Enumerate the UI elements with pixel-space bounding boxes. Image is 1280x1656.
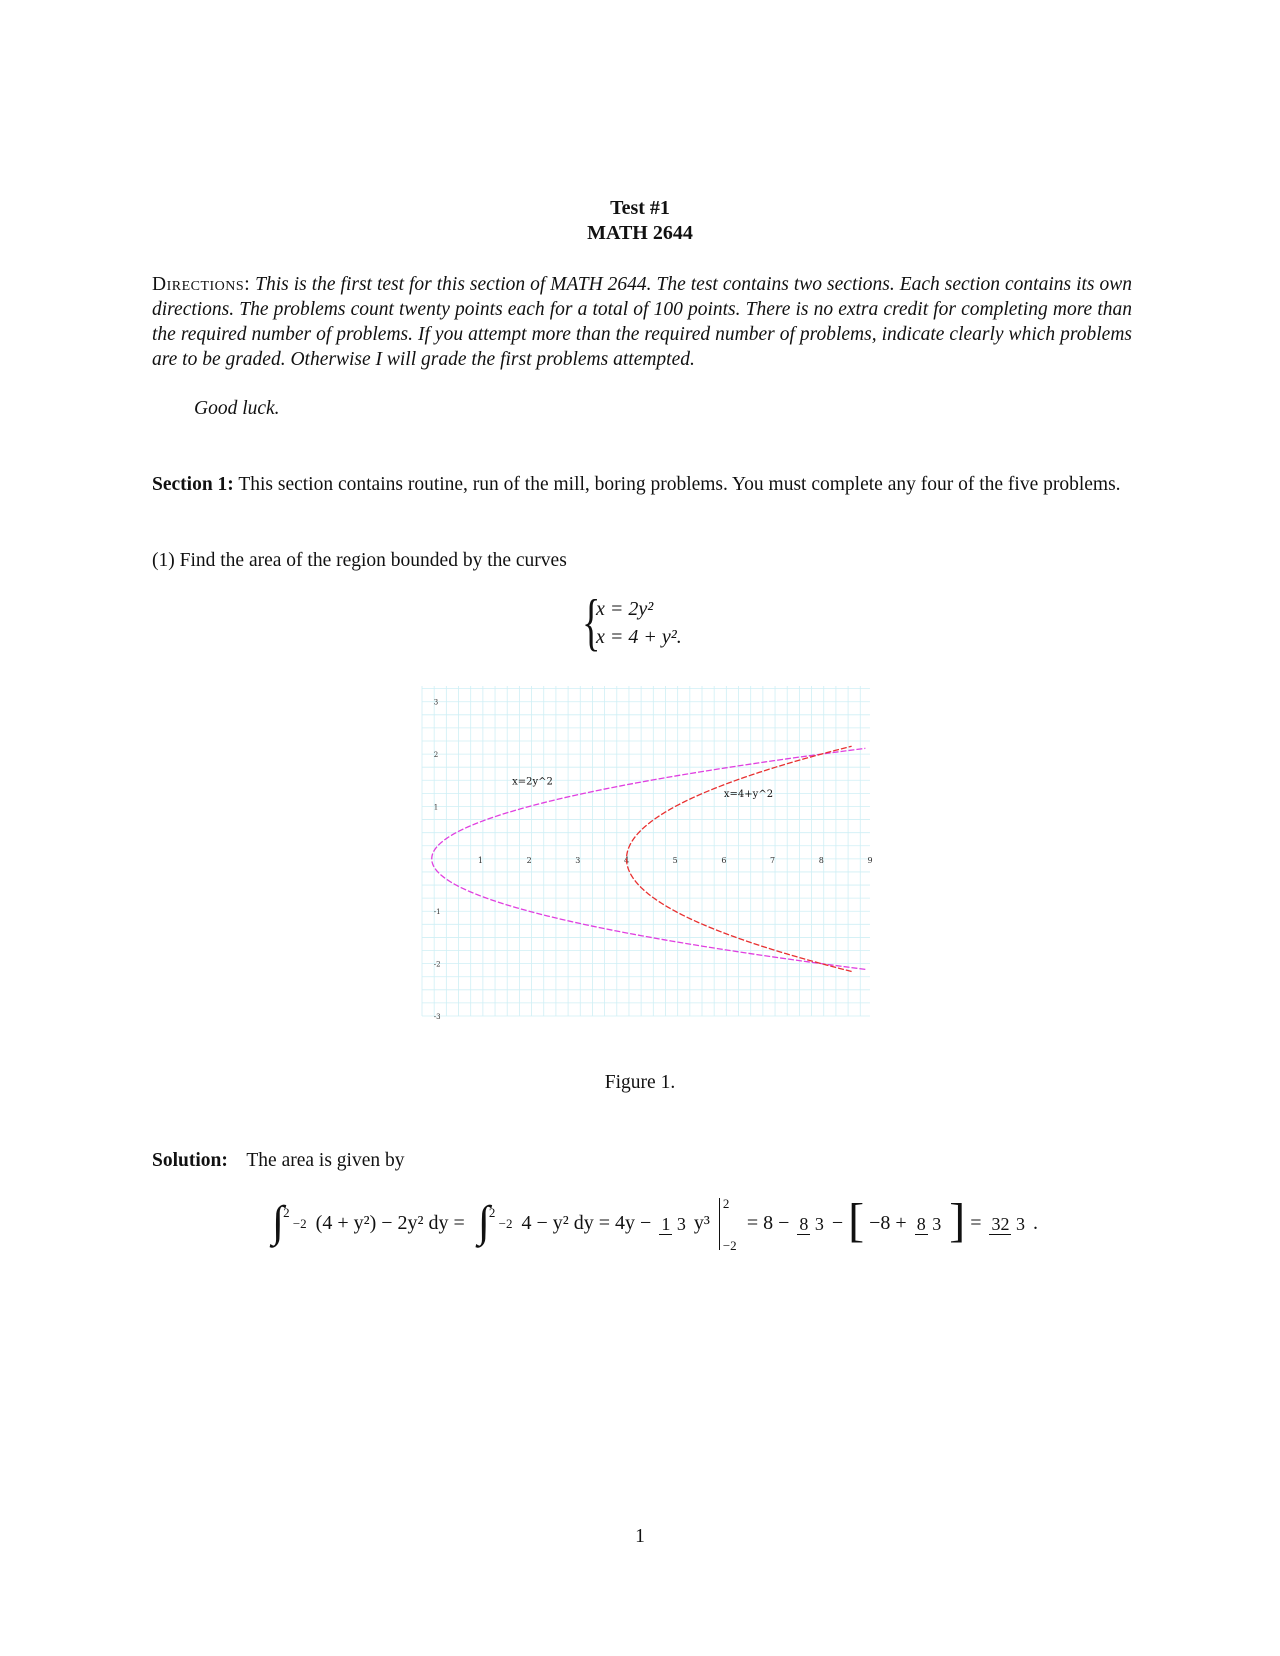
frac-num: 32 bbox=[991, 1213, 1010, 1234]
y-tick-label: -1 bbox=[433, 908, 441, 917]
frac-num: 8 bbox=[916, 1213, 926, 1234]
equation-1: x = 2y² bbox=[596, 598, 654, 620]
evaluation-bar bbox=[719, 1195, 737, 1253]
fraction-eight-thirds-1 bbox=[797, 1212, 824, 1234]
directions-paragraph bbox=[152, 272, 1132, 372]
frac-num: 8 bbox=[799, 1213, 809, 1234]
curve-label-2: x=4+y^2 bbox=[723, 789, 774, 801]
section-1-text: This section contains routine, run of the mill, boring problems. You must complete any four of the five problems. bbox=[238, 474, 1121, 495]
upper-limit-2: 2 bbox=[488, 1205, 496, 1220]
x-tick-label: 8 bbox=[818, 855, 824, 865]
fraction-eight-thirds-2 bbox=[915, 1212, 942, 1234]
x-tick-label: 3 bbox=[575, 855, 581, 865]
solution-intro bbox=[152, 1150, 405, 1172]
solution-text: The area is given by bbox=[246, 1150, 405, 1171]
test-title: Test #1 bbox=[610, 197, 670, 219]
eval-upper: 2 bbox=[722, 1195, 730, 1211]
grid bbox=[422, 686, 873, 1016]
x-tick-label: 6 bbox=[721, 855, 727, 865]
area-formula bbox=[272, 1194, 1038, 1266]
directions-lead: Directions: bbox=[152, 274, 251, 295]
problem-1-statement: (1) Find the area of the region bounded by the curves bbox=[152, 550, 567, 571]
integrand-2: 4 − y² dy = 4y − bbox=[521, 1212, 652, 1234]
x-tick-label: 5 bbox=[672, 855, 678, 865]
fraction-thirtytwo-thirds bbox=[989, 1212, 1025, 1234]
y-tick-label: -2 bbox=[433, 960, 441, 969]
course-title: MATH 2644 bbox=[587, 222, 693, 244]
curve-label-1: x=2y^2 bbox=[512, 776, 553, 788]
y-tick-label: -3 bbox=[433, 1013, 441, 1021]
integral-limits-1 bbox=[283, 1206, 307, 1241]
result-part-2: −8 + bbox=[869, 1212, 907, 1234]
y-tick-label: 2 bbox=[433, 751, 439, 760]
equation-2: x = 4 + y². bbox=[596, 626, 682, 648]
fraction-one-third bbox=[659, 1212, 686, 1234]
x-tick-label: 4 bbox=[623, 855, 630, 865]
section-1-intro bbox=[152, 472, 1132, 497]
solution-label: Solution: bbox=[152, 1150, 228, 1171]
upper-limit-1: 2 bbox=[283, 1205, 290, 1220]
left-bracket: [ bbox=[848, 1194, 865, 1247]
right-bracket: ] bbox=[949, 1194, 966, 1247]
y-tick-label: 1 bbox=[433, 803, 439, 812]
x-tick-label: 1 bbox=[477, 855, 483, 865]
frac-den: 3 bbox=[814, 1214, 824, 1235]
good-luck-text: Good luck. bbox=[194, 398, 280, 419]
lower-limit-1: −2 bbox=[292, 1216, 307, 1231]
frac-num: 1 bbox=[661, 1213, 671, 1234]
y-cubed: y³ bbox=[693, 1212, 710, 1234]
minus-sign: − bbox=[831, 1212, 844, 1234]
x-tick-label: 7 bbox=[770, 855, 776, 865]
frac-den: 3 bbox=[1015, 1214, 1025, 1235]
y-tick-label: 3 bbox=[433, 698, 439, 707]
directions-text: This is the first test for this section of MATH 2644. The test contains two sections. Each section contains its own directions. The problems count twenty points each for a total of 100 points. There is no extra credit for completing more than the required number of problems. If you attempt more than the required number of problems, indicate clearly which problems are to be graded. Otherwise I will grade the first problems attempted. bbox=[152, 274, 1132, 370]
parabola-chart bbox=[422, 686, 873, 1021]
page-number: 1 bbox=[635, 1526, 645, 1547]
section-1-label: Section 1: bbox=[152, 474, 234, 495]
lower-limit-2: −2 bbox=[498, 1216, 513, 1231]
eval-lower: −2 bbox=[722, 1237, 737, 1253]
result-part-1: = 8 − bbox=[746, 1212, 790, 1234]
left-brace: { bbox=[582, 586, 601, 657]
frac-den: 3 bbox=[932, 1214, 942, 1235]
integral-limits-2 bbox=[489, 1206, 513, 1241]
figure-caption: Figure 1. bbox=[604, 1072, 676, 1093]
integrand-1: (4 + y²) − 2y² dy = bbox=[315, 1212, 465, 1234]
x-tick-label: 9 bbox=[867, 855, 873, 865]
integral-sign-2: ∫ bbox=[477, 1197, 490, 1246]
integral-sign-1: ∫ bbox=[272, 1197, 285, 1246]
equals-sign: = bbox=[970, 1212, 982, 1234]
x-tick-label: 2 bbox=[526, 855, 532, 865]
frac-den: 3 bbox=[676, 1214, 686, 1235]
period: . bbox=[1032, 1212, 1038, 1234]
